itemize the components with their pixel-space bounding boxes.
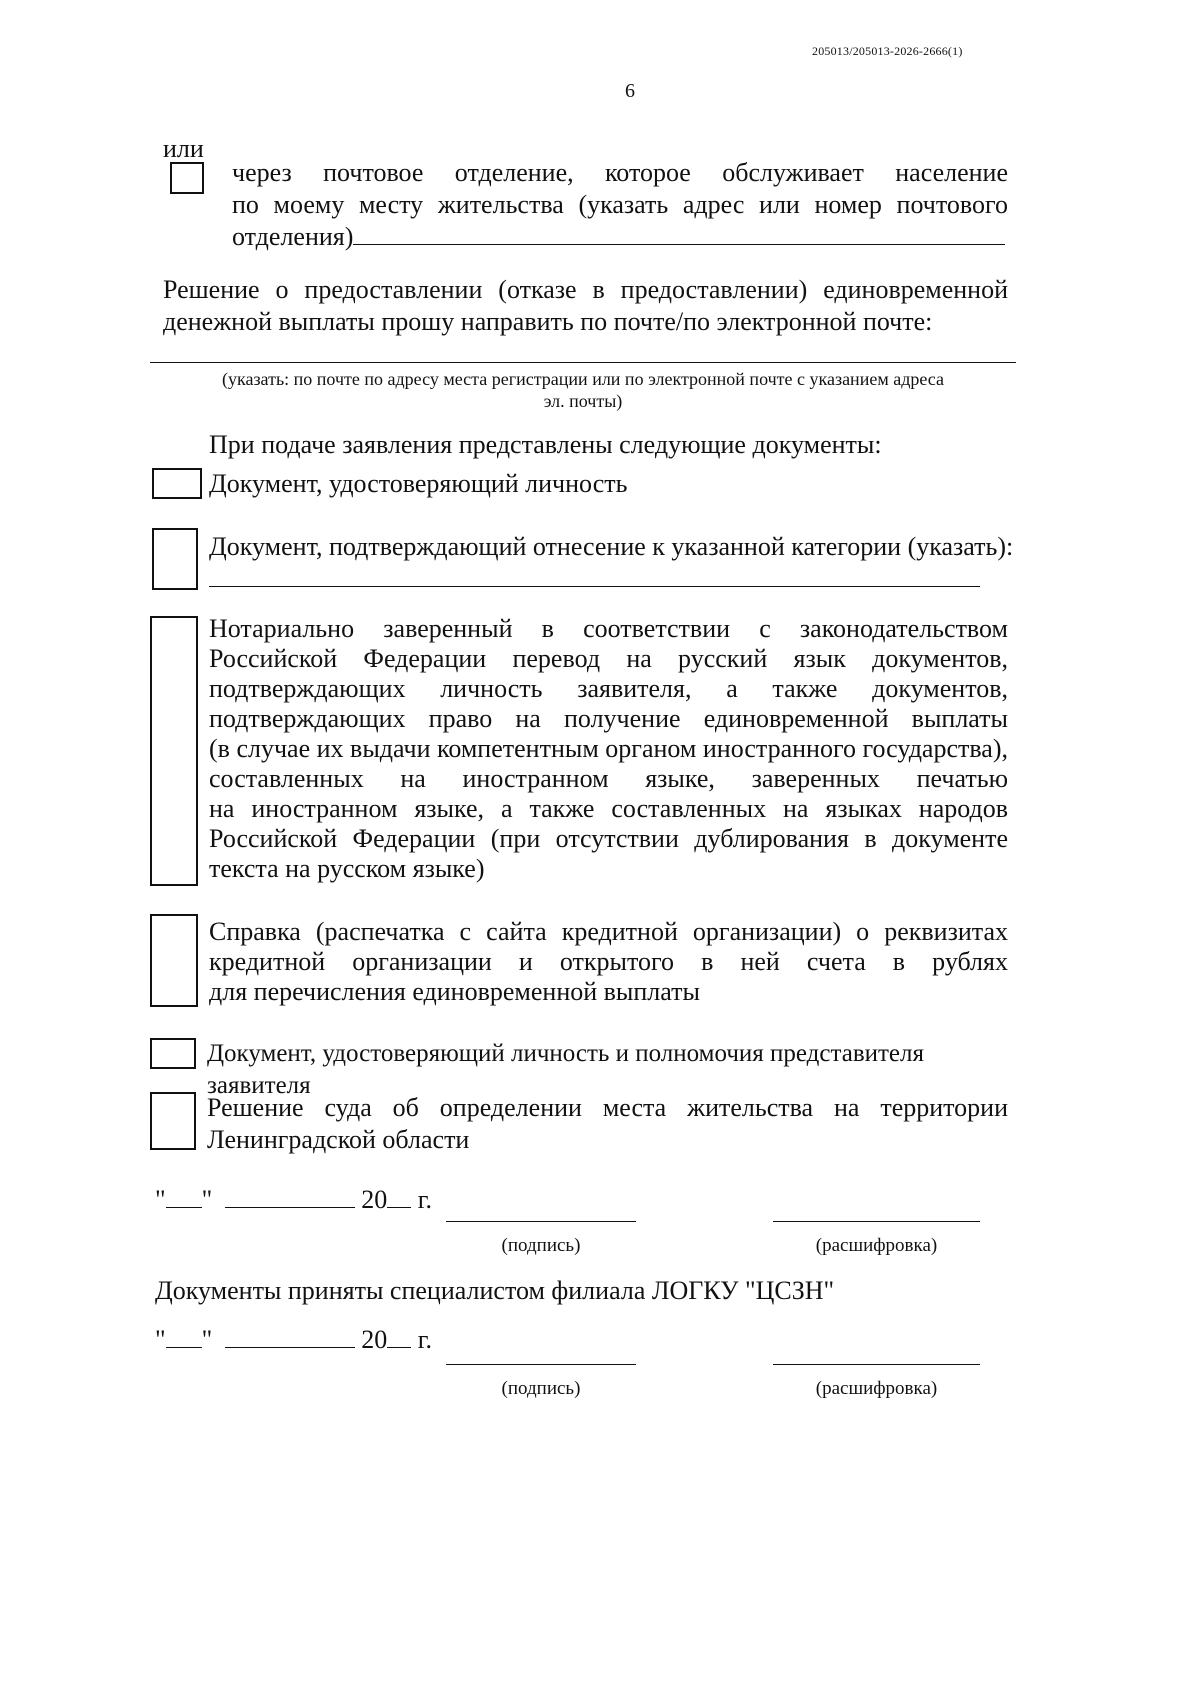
date-field-applicant: [155, 1184, 432, 1216]
notarized-line-3: подтверждающих личность заявителя, а также документов,: [209, 674, 1008, 703]
post-office-checkbox[interactable]: [170, 162, 204, 194]
checkbox-category-document[interactable]: [152, 528, 198, 590]
signature-line-specialist[interactable]: [446, 1364, 636, 1365]
post-office-line-1: через почтовое отделение, которое обслуживает население: [232, 158, 1008, 187]
documents-intro: При подаче заявления представлены следующие документы:: [209, 430, 882, 459]
notarized-translation-text: [209, 614, 1008, 884]
date-year-field[interactable]: [387, 1325, 411, 1348]
document-id: 205013/205013-2026-2666(1): [812, 44, 963, 58]
date-quote-open: ": [155, 1185, 166, 1214]
bank-details-line-1: Справка (распечатка с сайта кредитной организации) о реквизитах: [209, 917, 1008, 946]
notarized-line-6: составленных на иностранном языке, заверенных печатью: [209, 764, 1008, 793]
signature-caption-specialist: (подпись): [501, 1378, 581, 1399]
decode-line-applicant[interactable]: [773, 1221, 980, 1222]
court-decision-line-1: Решение суда об определении места жительства на территории: [207, 1093, 1008, 1122]
date-day-field[interactable]: [166, 1325, 202, 1348]
checkbox-court-decision[interactable]: [150, 1092, 196, 1150]
court-decision-text: [207, 1092, 1008, 1156]
date-year-prefix: 20: [361, 1185, 388, 1214]
decision-line-1: Решение о предоставлении (отказе в предоставлении) единовременной: [163, 275, 1008, 304]
post-office-label: отделения): [232, 222, 354, 251]
post-office-option: [232, 157, 1008, 253]
decision-paragraph: [163, 274, 1008, 338]
notarized-line-1: Нотариально заверенный в соответствии с законодательством: [209, 614, 1008, 643]
decision-line-2: денежной выплаты прошу направить по почте/по электронной почте:: [163, 307, 933, 336]
bank-details-line-2: кредитной организации и открытого в ней счета в рублях: [209, 947, 1008, 976]
representative-document-label: Документ, удостоверяющий личность и полномочия представителя заявителя: [207, 1040, 925, 1099]
or-label: или: [163, 134, 204, 163]
date-quote-close: ": [201, 1185, 213, 1214]
notarized-line-5: (в случае их выдачи компетентным органом иностранного государства),: [209, 734, 1008, 763]
bank-details-line-3: для перечисления единовременной выплаты: [209, 977, 700, 1006]
post-office-address-field[interactable]: [353, 222, 1005, 245]
date-quote-open: ": [155, 1325, 166, 1354]
date-year-prefix: 20: [361, 1325, 388, 1354]
category-document-field[interactable]: [209, 586, 980, 587]
notarized-line-2: Российской Федерации перевод на русский язык документов,: [209, 644, 1008, 673]
date-year-suffix: г.: [417, 1185, 432, 1214]
accepted-by-label: Документы приняты специалистом филиала ЛОГКУ "ЦСЗН": [155, 1276, 835, 1305]
date-field-specialist: [155, 1324, 432, 1356]
signature-caption-applicant: (подпись): [501, 1235, 581, 1256]
notarized-line-4: подтверждающих право на получение единовременной выплаты: [209, 704, 1008, 733]
date-month-field[interactable]: [225, 1185, 355, 1208]
notarized-line-9: текста на русском языке): [209, 854, 485, 883]
date-quote-close: ": [201, 1325, 213, 1354]
date-month-field[interactable]: [225, 1325, 355, 1348]
decode-line-specialist[interactable]: [773, 1364, 980, 1365]
date-year-field[interactable]: [387, 1185, 411, 1208]
checkbox-bank-details[interactable]: [150, 914, 198, 1007]
decision-note-line-1: (указать: по почте по адресу места регистрации или по электронной почте с указанием адреса: [221, 369, 944, 389]
decision-note-line-2: эл. почты): [543, 391, 623, 411]
post-office-line-2: по моему месту жительства (указать адрес или номер почтового: [232, 190, 1008, 219]
page-number: 6: [625, 80, 635, 102]
notarized-line-8: Российской Федерации (при отсутствии дублирования в документе: [209, 824, 1008, 853]
date-day-field[interactable]: [166, 1185, 202, 1208]
signature-line-applicant[interactable]: [446, 1221, 636, 1222]
checkbox-notarized-translation[interactable]: [150, 616, 198, 886]
court-decision-line-2: Ленинградской области: [207, 1125, 470, 1154]
date-year-suffix: г.: [417, 1325, 432, 1354]
decision-method-field[interactable]: [150, 362, 1016, 363]
checkbox-representative-document[interactable]: [150, 1038, 196, 1069]
notarized-line-7: на иностранном языке, а также составленных на языках народов: [209, 794, 1008, 823]
bank-details-text: [209, 917, 1008, 1007]
post-office-line-3: [232, 221, 1008, 253]
category-document-label: Документ, подтверждающий отнесение к указанной категории (указать):: [209, 532, 1014, 561]
decode-caption-specialist: (расшифровка): [815, 1378, 938, 1399]
checkbox-identity-document[interactable]: [152, 468, 202, 499]
decision-note: [150, 368, 1016, 412]
decode-caption-applicant: (расшифровка): [815, 1235, 938, 1256]
identity-document-label: Документ, удостоверяющий личность: [209, 469, 628, 498]
